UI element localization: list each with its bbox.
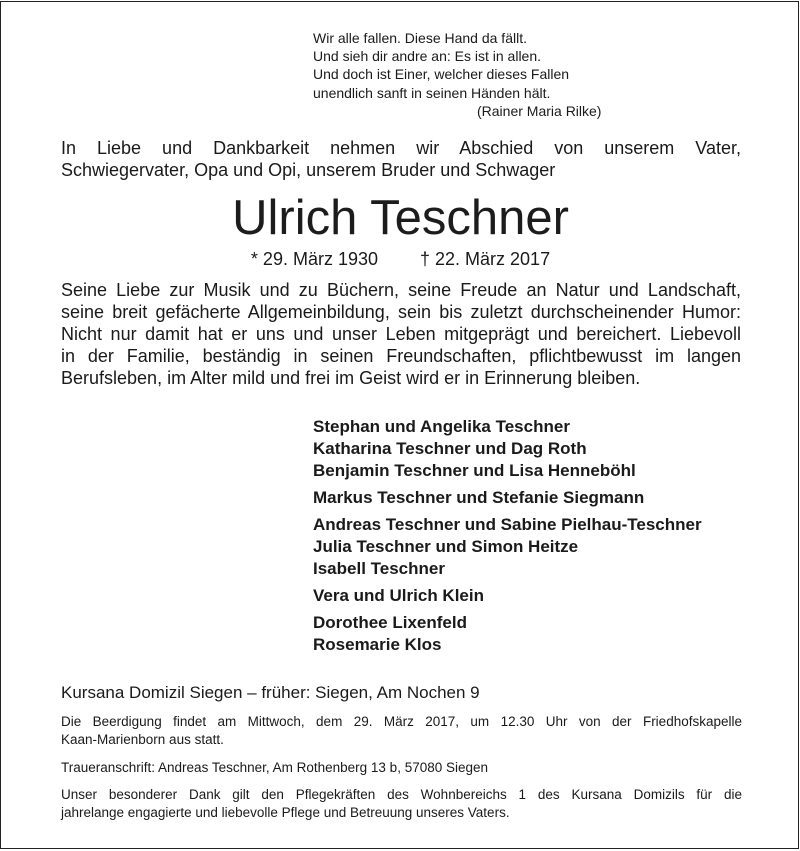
poem-line: Und sieh dir andre an: Es ist in allen. (313, 48, 542, 65)
obituary-notice (0, 1, 799, 849)
tribute-line: seine breit gefächerte Allgemeinbildung, sein bis zuletzt durchscheinender Humor: (61, 302, 741, 322)
funeral-info (61, 713, 742, 749)
funeral-line: Die Beerdigung findet am Mittwoch, dem 29. März 2017, um 12.30 Uhr von der Friedhofskapelle (61, 714, 742, 729)
mourner-name: Dorothee Lixenfeld (313, 613, 467, 632)
poem (313, 29, 601, 120)
mourner-name: Vera und Ulrich Klein (313, 586, 484, 605)
intro-line: Schwiegervater, Opa und Opi, unserem Bruder und Schwager (61, 160, 556, 180)
mourner-name: Isabell Teschner (313, 559, 445, 578)
mourner-group (313, 612, 702, 656)
mourner-name: Andreas Teschner und Sabine Pielhau-Teschner (313, 515, 702, 534)
mourner-name: Stephan und Angelika Teschner (313, 417, 570, 436)
poem-author: (Rainer Maria Rilke) (477, 102, 602, 119)
mourner-group (313, 585, 702, 607)
mourner-name: Rosemarie Klos (313, 635, 442, 654)
tribute-text (61, 279, 741, 389)
thanks-line: jahrelange engagierte und liebevolle Pflege und Betreuung unseres Vaters. (61, 805, 510, 820)
life-dates (1, 248, 800, 270)
tribute-line: Nicht nur damit hat er uns und unser Leben mitgeprägt und bereichert. Liebevoll (61, 324, 741, 344)
poem-line: Wir alle fallen. Diese Hand da fällt. (313, 30, 527, 46)
mourner-group (313, 487, 702, 509)
thanks-line: Unser besonderer Dank gilt den Pflegekräften des Wohnbereichs 1 des Kursana Domizils für die (61, 787, 742, 802)
mourner-name: Julia Teschner und Simon Heitze (313, 537, 579, 556)
mourner-group (313, 514, 702, 580)
funeral-line: Kaan-Marienborn aus statt. (61, 732, 224, 747)
thanks-note (61, 786, 742, 822)
mourner-name: Katharina Teschner und Dag Roth (313, 439, 587, 458)
intro-text (61, 137, 741, 181)
tribute-line: in der Familie, beständig in seinen Freundschaften, pflichtbewusst im langen (61, 346, 741, 366)
mourner-name: Benjamin Teschner und Lisa Henneböhl (313, 461, 636, 480)
mourning-address (61, 759, 742, 777)
birth-date: * 29. März 1930 (250, 249, 378, 269)
mourner-name: Markus Teschner und Stefanie Siegmann (313, 488, 645, 507)
deceased-name: Ulrich Teschner (232, 191, 569, 245)
death-date: † 22. März 2017 (420, 249, 551, 269)
mourner-group (313, 416, 702, 482)
residence-line: Kursana Domizil Siegen – früher: Siegen, Am Nochen 9 (61, 683, 480, 702)
tribute-line: Seine Liebe zur Musik und zu Büchern, seine Freude an Natur und Landschaft, (61, 280, 741, 300)
intro-line: In Liebe und Dankbarkeit nehmen wir Abschied von unserem Vater, (61, 138, 741, 158)
mourners-list (313, 416, 702, 661)
poem-line: Und doch ist Einer, welcher dieses Fallen (313, 66, 570, 83)
poem-line: unendlich sanft in seinen Händen hält. (313, 84, 551, 101)
address-line: Traueranschrift: Andreas Teschner, Am Rothenberg 13 b, 57080 Siegen (61, 760, 489, 775)
tribute-line: Berufsleben, im Alter mild und frei im Geist wird er in Erinnerung bleiben. (61, 368, 641, 388)
